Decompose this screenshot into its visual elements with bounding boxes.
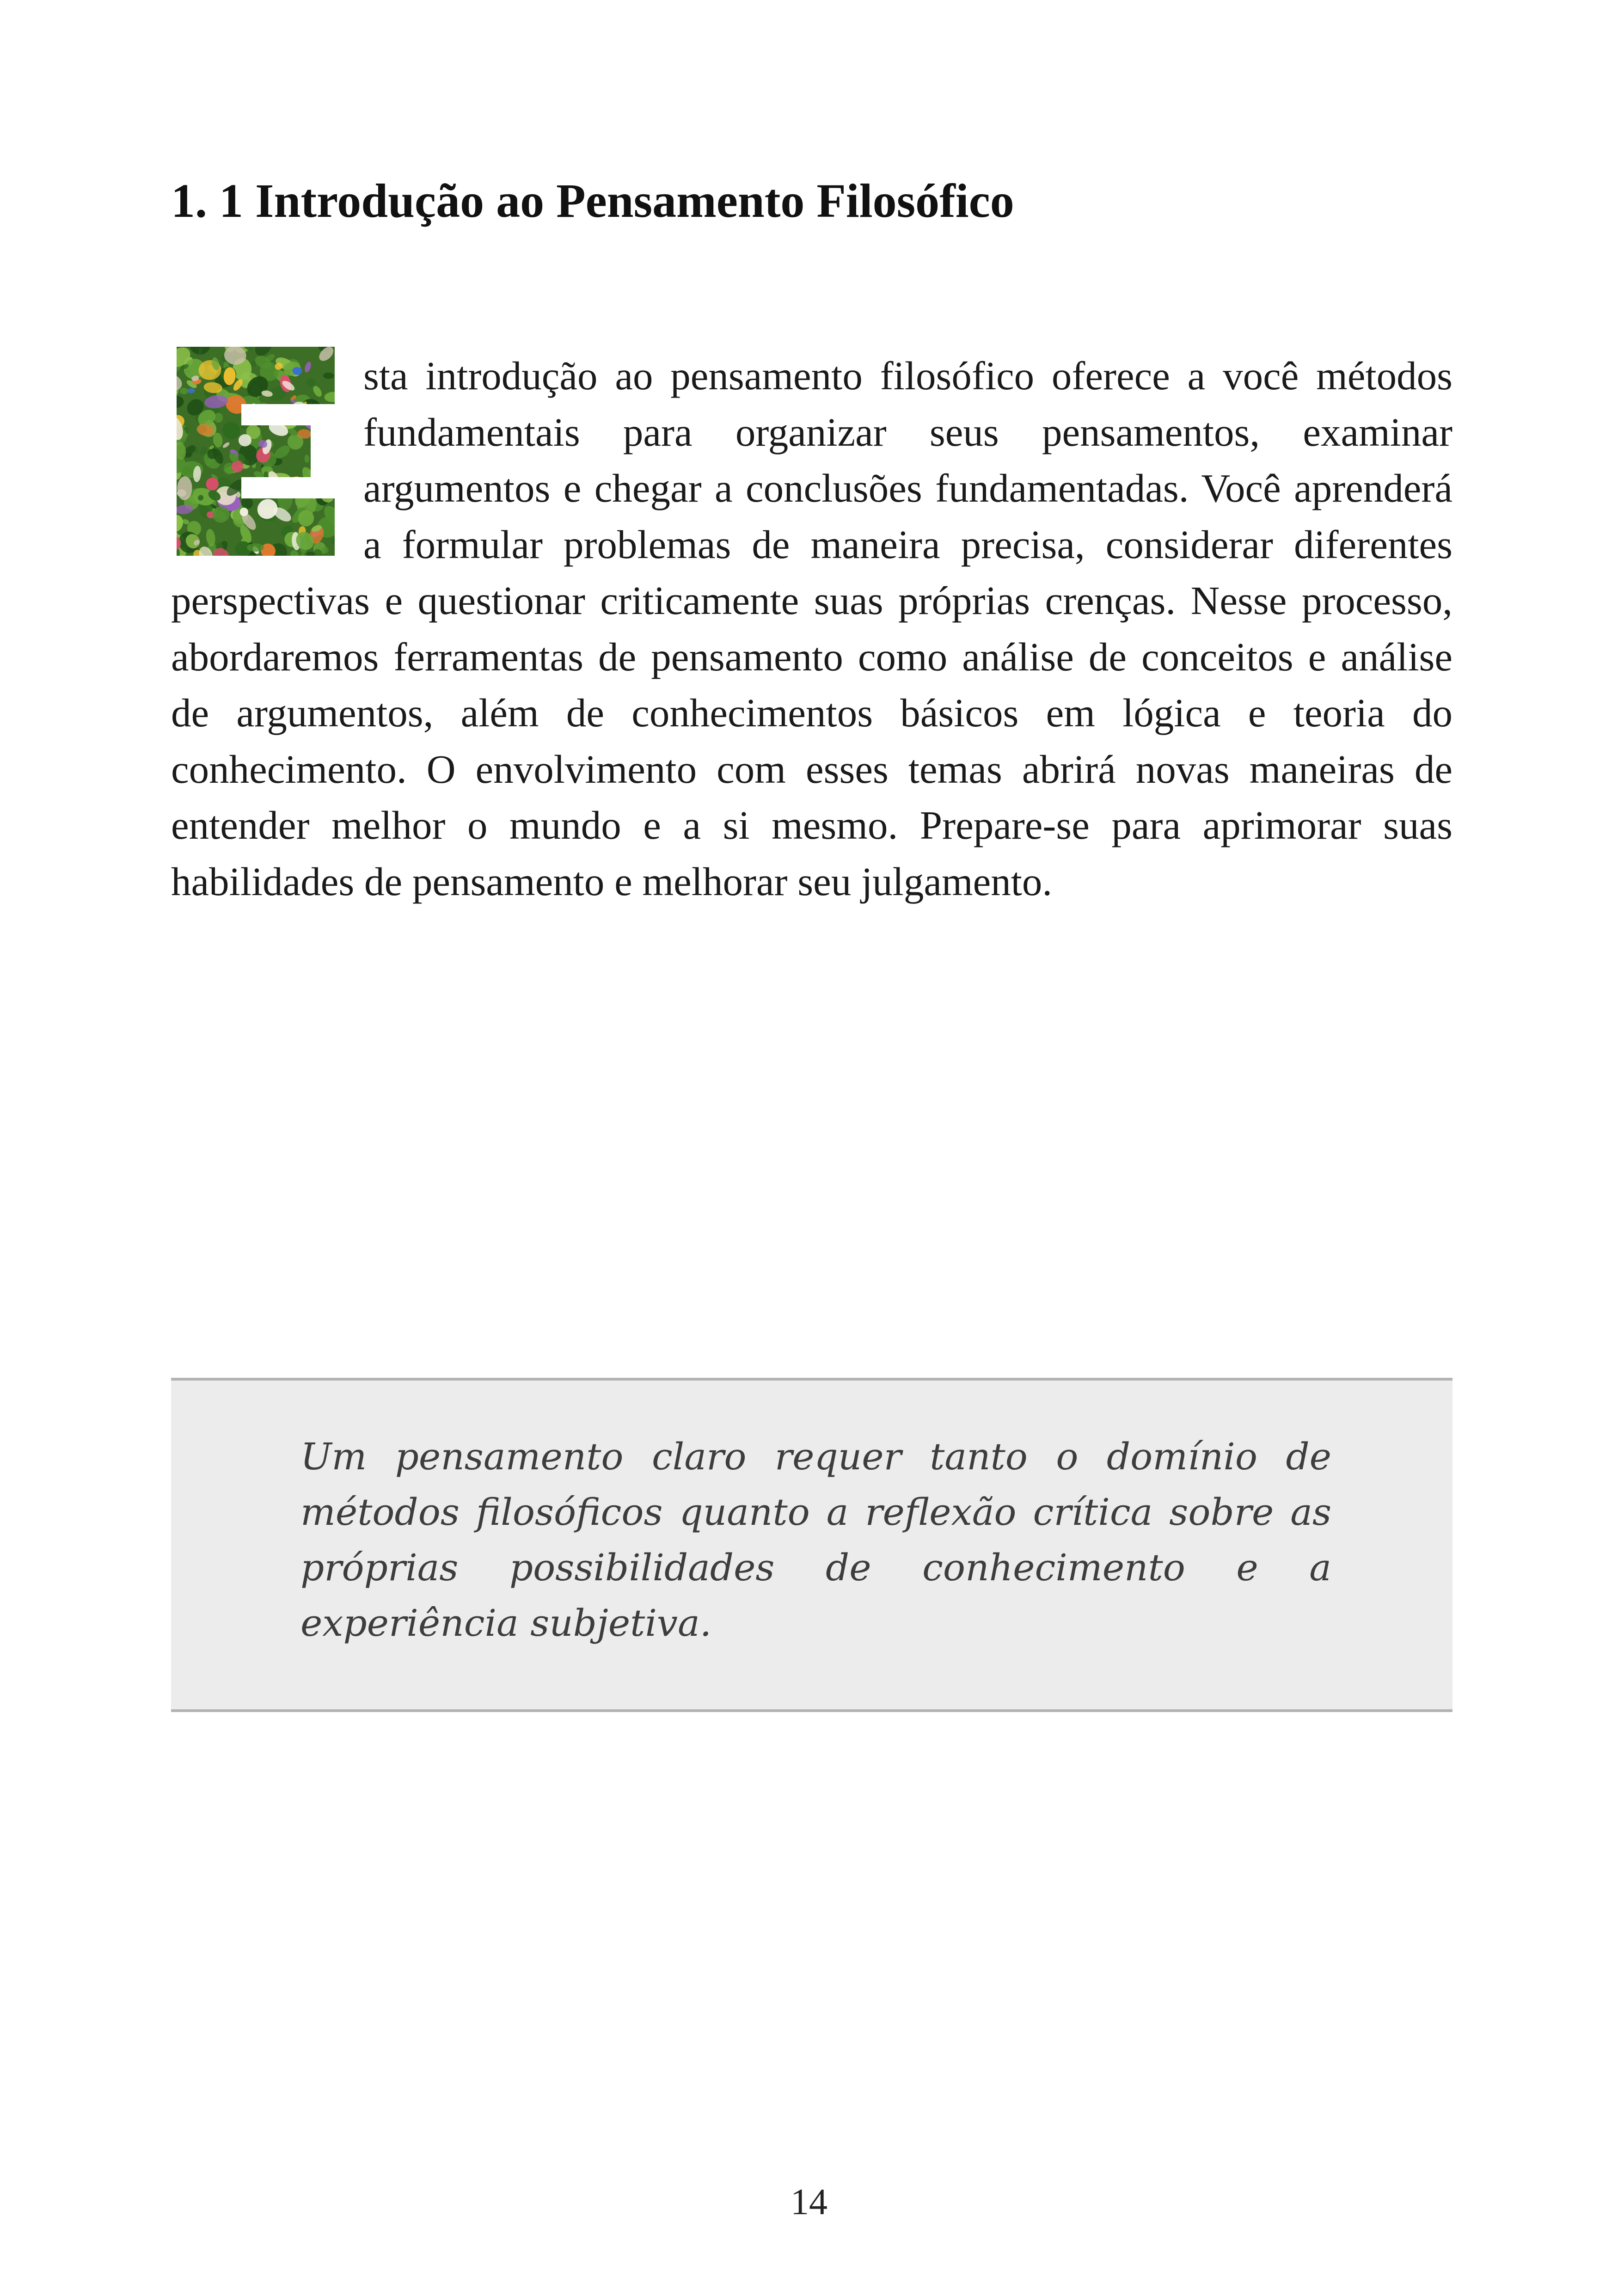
section-heading: 1. 1 Introdução ao Pensamento Filosófico [171, 174, 1014, 227]
callout-quote-box [171, 1378, 1453, 1712]
callout-quote-text: Um pensamento claro requer tanto o domínio de métodos filosóficos quanto a reflexão crítica sobre as próprias possibilidades de conhecimento e a experiência subjetiva. [300, 1435, 1331, 1645]
page-number: 14 [791, 2182, 827, 2222]
body-text: sta introdução ao pensamento filosófico oferece a você métodos fundamentais para organizar seus pensamentos, examinar argumentos e chegar a conclusões fundamentadas. Você aprenderá a formular problemas de maneira precisa, considerar diferentes perspectivas e questionar criticamente suas próprias crenças. Nesse processo, abordaremos ferramentas de pensamento como análise de conceitos e análise de argumentos, além de conhecimentos básicos em lógica e teoria do conhecimento. O envolvimento com esses temas abrirá novas maneiras de entender melhor o mundo e a si mesmo. Prepare-se para aprimorar suas habilidades de pensamento e melhorar seu julgamento. [171, 353, 1453, 904]
drop-cap-space [171, 348, 363, 571]
body-paragraph [171, 348, 1453, 909]
